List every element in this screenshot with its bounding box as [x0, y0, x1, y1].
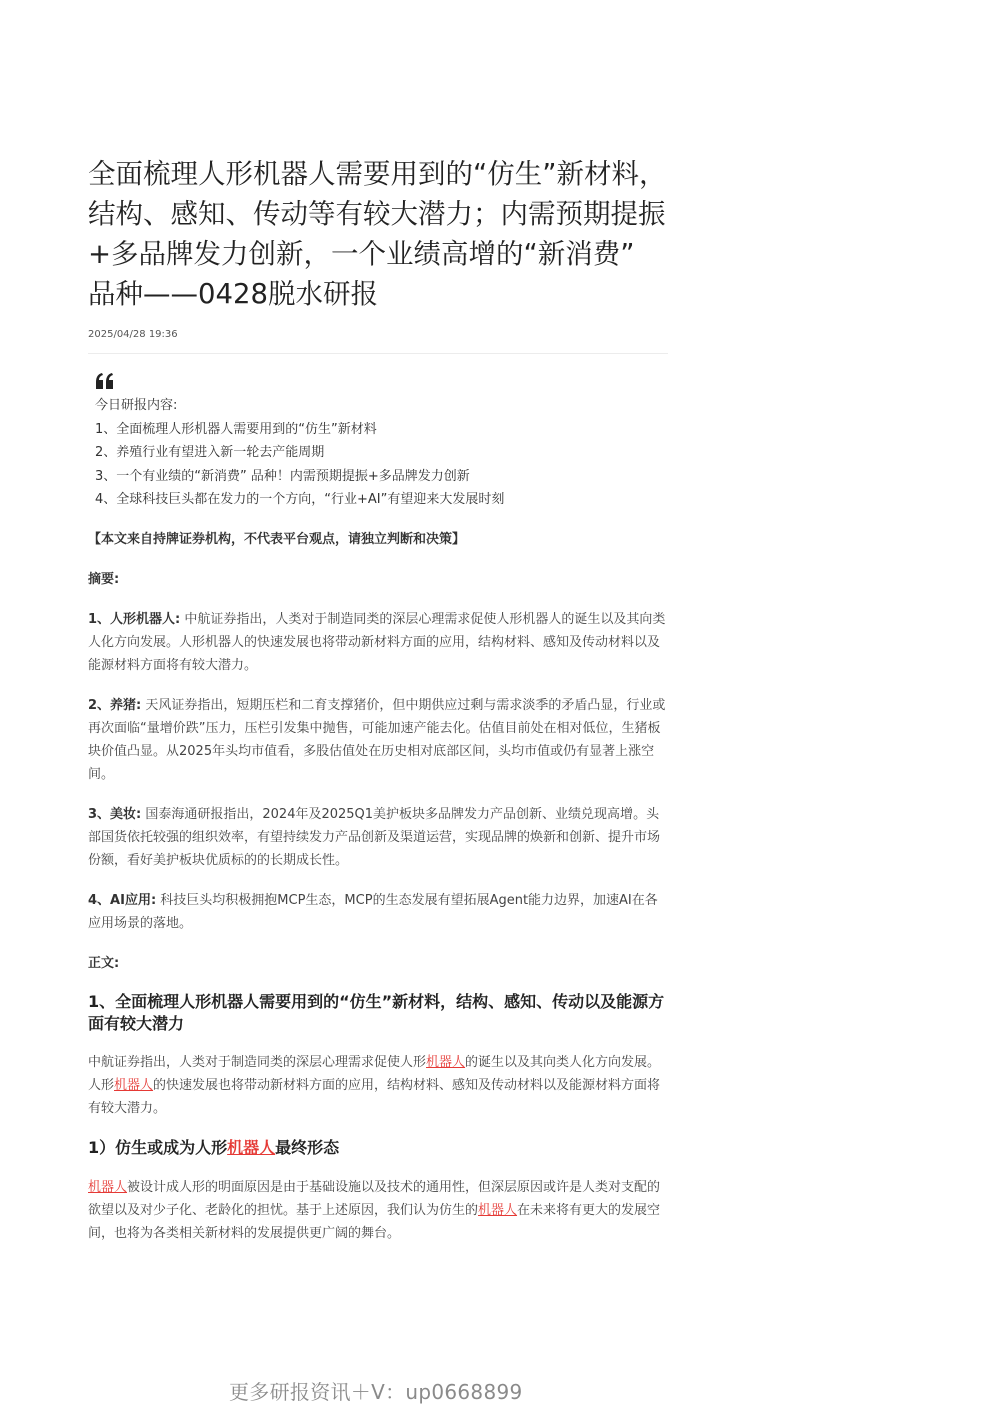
summary-point-label: 1、人形机器人: [88, 611, 181, 627]
quote-icon [94, 372, 116, 390]
text-run: 最终形态 [275, 1137, 340, 1157]
disclaimer: 【本文来自持牌证券机构，不代表平台观点，请独立判断和决策】 [88, 531, 466, 547]
text-run: 1）仿生或成为人形 [88, 1137, 228, 1157]
section-title: 1、全面梳理人形机器人需要用到的“仿生”新材料，结构、感知、传动以及能源方面有较大潜力 [88, 991, 665, 1033]
text-run: 中航证券指出，人类对于制造同类的深层心理需求促使人形 [88, 1054, 427, 1070]
footer-contact: 更多研报资讯＋V：up0668899 [229, 1380, 523, 1404]
keyword-link[interactable]: 机器人 [114, 1077, 154, 1093]
quote-item: 4、全球科技巨头都在发力的一个方向，“行业+AI”有望迎来大发展时刻 [95, 492, 505, 507]
summary-point-text: 中航证券指出，人类对于制造同类的深层心理需求促使人形机器人的诞生以及其向类人化方向发展。人形机器人的快速发展也将带动新材料方面的应用，结构材料、感知及传动材料以及能源材料方面将有较大潜力。 [88, 611, 666, 673]
quote-block [88, 372, 668, 512]
summary-point [88, 803, 668, 872]
text-run: 在未来将有更大的发展空间，也将为各类相关新材料的发展提供更广阔的舞台。 [88, 1202, 661, 1241]
subsection-title [88, 1137, 668, 1159]
quote-item: 1、全面梳理人形机器人需要用到的“仿生”新材料 [95, 421, 377, 437]
keyword-link[interactable]: 机器人 [227, 1137, 276, 1157]
summary-heading: 摘要: [88, 571, 120, 587]
summary-point [88, 889, 668, 935]
quote-item: 2、养殖行业有望进入新一轮去产能周期 [95, 445, 325, 460]
section-paragraph [88, 1176, 668, 1245]
text-run: 的诞生以及其向类人化方向发展。人形 [88, 1054, 661, 1093]
quote-intro: 今日研报内容: [95, 398, 178, 413]
article [88, 154, 668, 1245]
text-run: 被设计成人形的明面原因是由于基础设施以及技术的通用性，但深层原因或许是人类对支配的欲望以及对少子化、老龄化的担忧。基于上述原因，我们认为仿生的 [88, 1179, 661, 1218]
keyword-link[interactable]: 机器人 [426, 1054, 466, 1070]
quote-item: 3、一个有业绩的“新消费” 品种！内需预期提振+多品牌发力创新 [95, 468, 470, 484]
article-title: 全面梳理人形机器人需要用到的“仿生”新材料，结构、感知、传动等有较大潜力；内需预期提振+多品牌发力创新，一个业绩高增的“新消费” 品种——0428脱水研报 [88, 158, 667, 310]
summary-point-text: 天风证券指出，短期压栏和二育支撑猪价，但中期供应过剩与需求淡季的矛盾凸显，行业或再次面临“量增价跌”压力，压栏引发集中抛售，可能加速产能去化。估值目前处在相对低位，生猪板块价值凸显。从2025年头均市值看，多股估值处在历史相对底部区间，头均市值或仍有显著上涨空间。 [88, 697, 666, 782]
divider [88, 353, 668, 354]
keyword-link[interactable]: 机器人 [88, 1179, 128, 1195]
section-paragraph [88, 1051, 668, 1120]
summary-point [88, 608, 668, 677]
text-run: 的快速发展也将带动新材料方面的应用，结构材料、感知及传动材料以及能源材料方面将有较大潜力。 [88, 1077, 661, 1116]
summary-point-label: 4、AI应用: [88, 892, 157, 908]
summary-point [88, 694, 668, 786]
publish-date: 2025/04/28 19:36 [88, 329, 178, 340]
body-heading: 正文: [88, 955, 120, 971]
summary-point-text: 国泰海通研报指出，2024年及2025Q1美护板块多品牌发力产品创新、业绩兑现高增。头部国货依托较强的组织效率，有望持续发力产品创新及渠道运营，实现品牌的焕新和创新、提升市场份额，看好美护板块优质标的的长期成长性。 [88, 806, 661, 868]
summary-point-label: 2、养猪: [88, 697, 142, 713]
keyword-link[interactable]: 机器人 [478, 1202, 518, 1218]
summary-point-label: 3、美妆: [88, 806, 142, 822]
summary-point-text: 科技巨头均积极拥抱MCP生态，MCP的生态发展有望拓展Agent能力边界，加速AI在各应用场景的落地。 [88, 892, 658, 931]
